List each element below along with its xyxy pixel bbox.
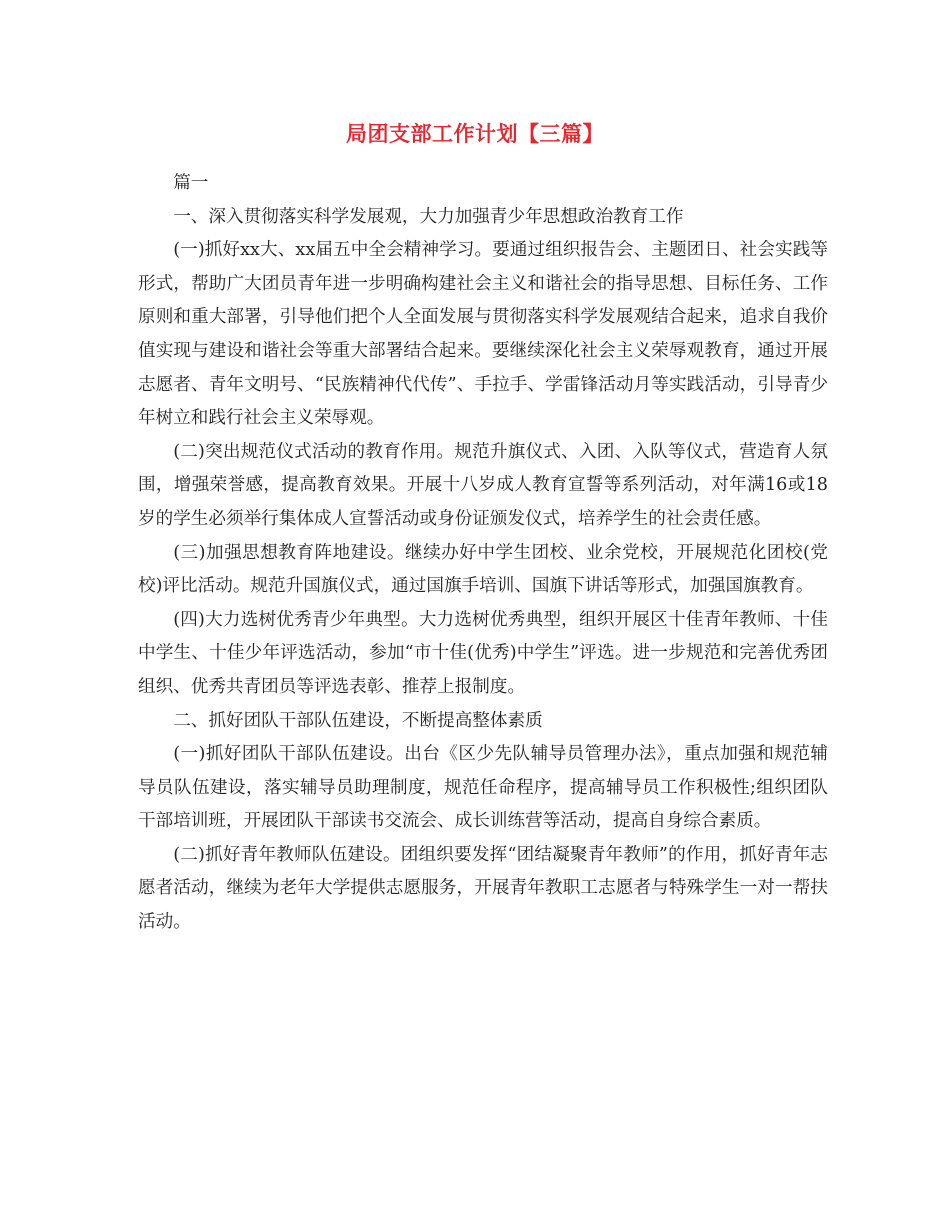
paragraph: (一)抓好团队干部队伍建设。出台《区少先队辅导员管理办法》，重点加强和规范辅导员队伍建设，落实辅导员助理制度，规范任命程序，提高辅导员工作积极性;组织团队干部培训班，开展团队干部读书交流会、成长训练营等活动，提高自身综合素质。 [138, 744, 828, 832]
section-heading: 二、抓好团队干部队伍建设，不断提高整体素质 [173, 710, 543, 731]
document-title: 局团支部工作计划【三篇】 [346, 121, 604, 146]
paragraph: (四)大力选树优秀青少年典型。大力选树优秀典型，组织开展区十佳青年教师、十佳中学生、十佳少年评选活动，参加“市十佳(优秀)中学生”评选。进一步规范和完善优秀团组织、优秀共青团员等评选表彰、推荐上报制度。 [138, 609, 828, 697]
document-body [138, 167, 828, 940]
paragraph: 篇一 [173, 173, 209, 193]
paragraph: (二)抓好青年教师队伍建设。团组织要发挥“团结凝聚青年教师”的作用，抓好青年志愿者活动，继续为老年大学提供志愿服务，开展青年教职工志愿者与特殊学生一对一帮扶活动。 [138, 844, 828, 933]
paragraph: (二)突出规范仪式活动的教育作用。规范升旗仪式、入团、入队等仪式，营造育人氛围，增强荣誉感，提高教育效果。开展十八岁成人教育宣誓等系列活动，对年满16或18岁的学生必须举行集体成人宣誓活动或身份证颁发仪式，培养学生的社会责任感。 [138, 441, 828, 529]
paragraph: (一)抓好xx大、xx届五中全会精神学习。要通过组织报告会、主题团日、社会实践等形式，帮助广大团员青年进一步明确构建社会主义和谐社会的指导思想、目标任务、工作原则和重大部署，引导他们把个人全面发展与贯彻落实科学发展观结合起来，追求自我价值实现与建设和谐社会等重大部署结合起来。要继续深化社会主义荣辱观教育，通过开展志愿者、青年文明号、“民族精神代代传”、手拉手、学雷锋活动月等实践活动，引导青少年树立和践行社会主义荣辱观。 [138, 240, 828, 429]
section-heading: 一、深入贯彻落实科学发展观，大力加强青少年思想政治教育工作 [173, 206, 684, 227]
paragraph: (三)加强思想教育阵地建设。继续办好中学生团校、业余党校，开展规范化团校(党校)评比活动。规范升国旗仪式，通过国旗手培训、国旗下讲话等形式，加强国旗教育。 [138, 542, 828, 597]
